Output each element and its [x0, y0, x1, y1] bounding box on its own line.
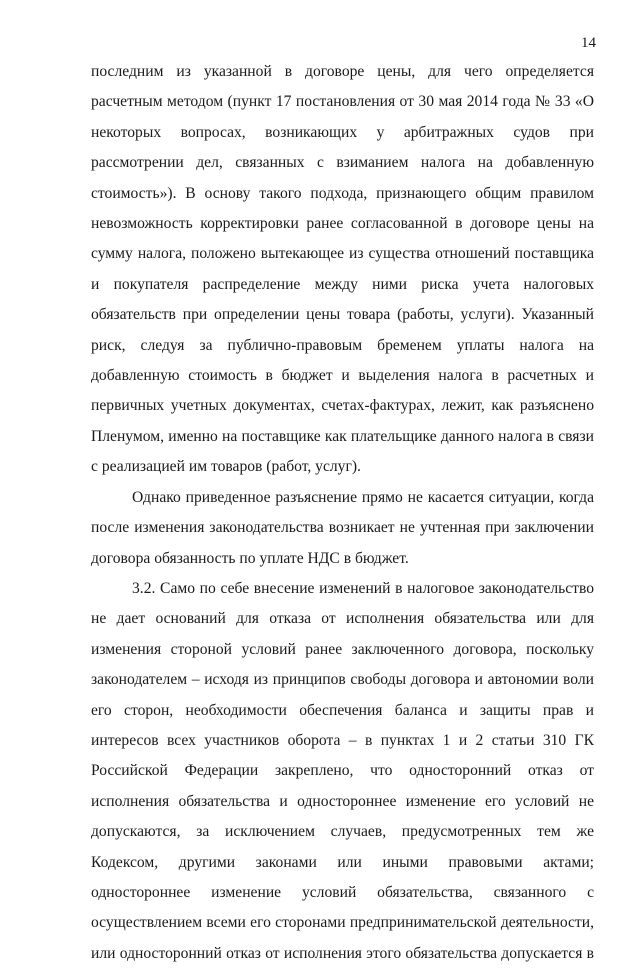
text-line: Пленумом, именно на поставщике как плательщике данного налога в связи: [91, 427, 594, 445]
text-line: добавленную стоимость в бюджет и выделения налога в расчетных и: [91, 367, 594, 385]
text-line: и покупателя распределение между ними риска учета налоговых: [91, 275, 594, 293]
text-line: риск, следуя за публично-правовым бременем уплаты налога на: [91, 336, 594, 354]
paragraph: [91, 483, 594, 574]
text-line: расчетным методом (пункт 17 постановления от 30 мая 2014 года № 33 «О: [91, 93, 594, 111]
text-line: Кодексом, другими законами или иными правовыми актами;: [91, 853, 594, 871]
text-line: первичных учетных документах, счетах-фактурах, лежит, как разъяснено: [91, 397, 594, 415]
text-line: его сторон, необходимости обеспечения баланса и защиты прав и: [91, 701, 594, 719]
text-line: обязательств при определении цены товара (работы, услуги). Указанный: [91, 306, 594, 324]
text-line: изменения стороной условий ранее заключенного договора, поскольку: [91, 640, 594, 658]
text-line: сумму налога, положено вытекающее из существа отношений поставщика: [91, 245, 594, 263]
text-line: после изменения законодательства возникает не учтенная при заключении: [91, 519, 594, 537]
text-line: стоимость»). В основу такого подхода, признающего общим правилом: [91, 184, 594, 202]
text-line: осуществлением всеми его сторонами предпринимательской деятельности,: [91, 914, 594, 932]
text-line: договора обязанность по уплате НДС в бюджет.: [91, 549, 409, 567]
text-line: исполнения обязательства и одностороннее изменение его условий не: [91, 792, 594, 810]
text-line: Российской Федерации закреплено, что односторонний отказ от: [91, 762, 594, 780]
text-line: невозможность корректировки ранее согласованной в договоре цены на: [91, 215, 594, 233]
text-line: Однако приведенное разъяснение прямо не касается ситуации, когда: [132, 488, 594, 506]
text-line: некоторых вопросах, возникающих у арбитражных судов при: [91, 123, 594, 141]
text-line: или односторонний отказ от исполнения этого обязательства допускается в: [91, 944, 594, 962]
paragraph: [91, 57, 594, 483]
text-line: одностороннее изменение условий обязательства, связанного с: [91, 883, 594, 901]
text-line: законодателем – исходя из принципов свободы договора и автономии воли: [91, 671, 594, 689]
paragraph: [91, 574, 594, 969]
text-line: не дает оснований для отказа от исполнения обязательства или для: [91, 610, 594, 628]
text-line: интересов всех участников оборота – в пунктах 1 и 2 статьи 310 ГК: [91, 731, 594, 749]
text-line: допускаются, за исключением случаев, предусмотренных тем же: [91, 823, 594, 841]
text-line: рассмотрении дел, связанных с взиманием налога на добавленную: [91, 154, 594, 172]
text-line: последним из указанной в договоре цены, для чего определяется: [91, 63, 594, 80]
text-line: 3.2. Само по себе внесение изменений в налоговое законодательство: [132, 579, 594, 597]
page-number: 14: [581, 35, 596, 51]
text-line: с реализацией им товаров (работ, услуг).: [91, 458, 361, 476]
body-text: [91, 57, 594, 969]
